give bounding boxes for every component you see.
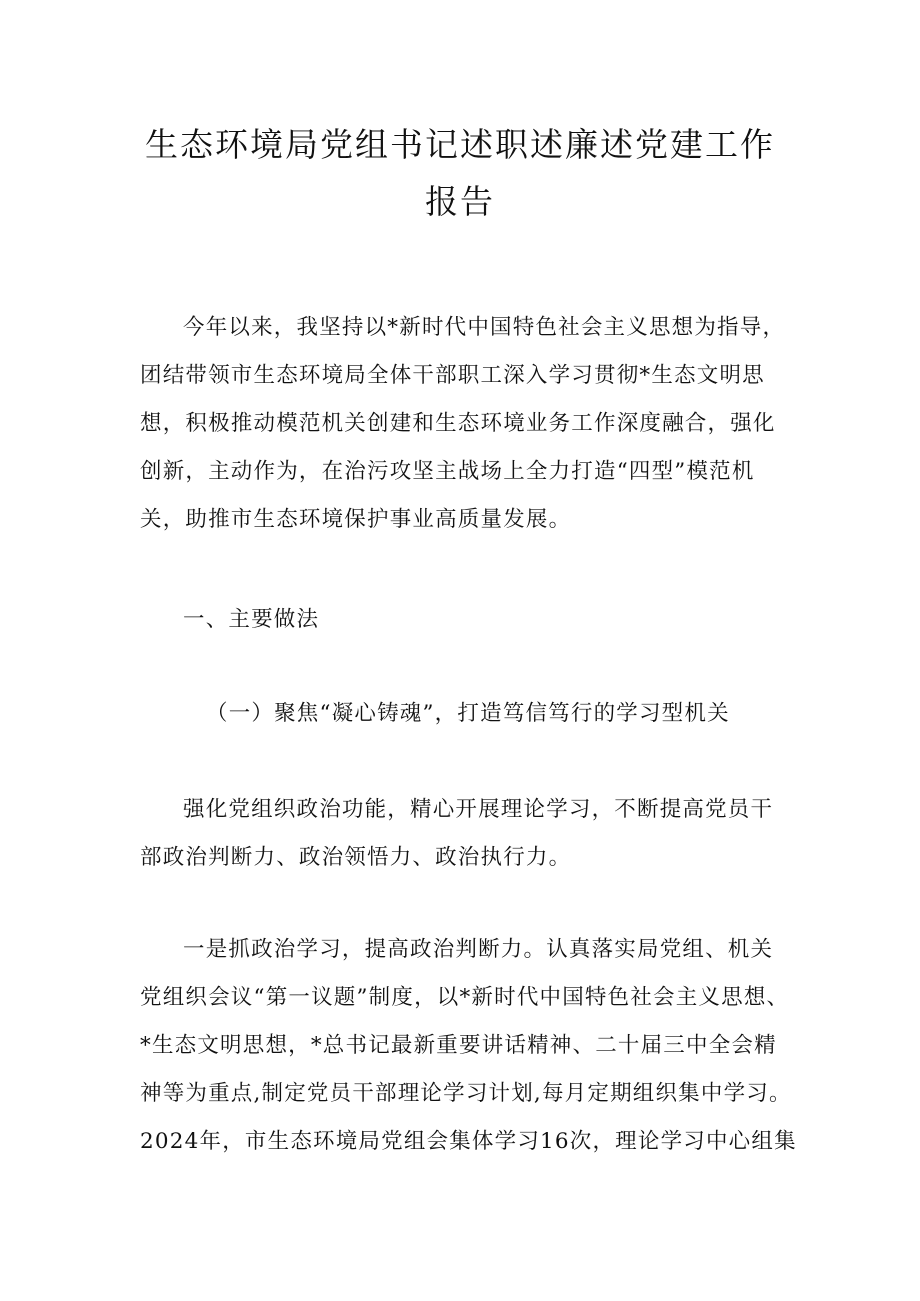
paragraph-line: 2024年，市生态环境局党组会集体学习16次，理论学习中心组集 [140, 1129, 797, 1154]
subsection-heading-text: （一）聚焦“凝心铸魂”，打造笃信笃行的学习型机关 [206, 701, 730, 726]
intro-paragraph [140, 304, 800, 544]
subsection-heading [140, 690, 800, 738]
body-paragraph [140, 786, 800, 882]
paragraph-line: 想，积极推动模范机关创建和生态环境业务工作深度融合，强化 [140, 411, 776, 436]
paragraph-line: *生态文明思想，*总书记最新重要讲话精神、二十届三中全会精 [140, 1033, 777, 1058]
section-heading-text: 一、主要做法 [183, 607, 320, 632]
section-heading [140, 596, 800, 644]
body-paragraph [140, 926, 800, 1166]
paragraph-line: 团结带领市生态环境局全体干部职工深入学习贯彻*生态文明思 [140, 363, 765, 388]
paragraph-line: 党组织会议“第一议题”制度，以*新时代中国特色社会主义思想、 [140, 985, 790, 1010]
paragraph-line: 关，助推市生态环境保护事业高质量发展。 [140, 507, 572, 532]
paragraph-line: 创新，主动作为，在治污攻坚主战场上全力打造“四型”模范机 [140, 459, 755, 484]
document-title-line-2: 报告 [425, 182, 495, 221]
document-title-line-1: 生态环境局党组书记述职述廉述党建工作 [145, 125, 775, 164]
paragraph-line: 神等为重点,制定党员干部理论学习计划,每月定期组织集中学习。 [140, 1081, 792, 1106]
paragraph-line: 部政治判断力、政治领悟力、政治执行力。 [140, 845, 572, 870]
paragraph-line: 一是抓政治学习，提高政治判断力。认真落实局党组、机关 [183, 937, 774, 962]
paragraph-line: 今年以来，我坚持以*新时代中国特色社会主义思想为指导， [183, 315, 786, 340]
paragraph-line: 强化党组织政治功能，精心开展理论学习，不断提高党员干 [183, 797, 774, 822]
